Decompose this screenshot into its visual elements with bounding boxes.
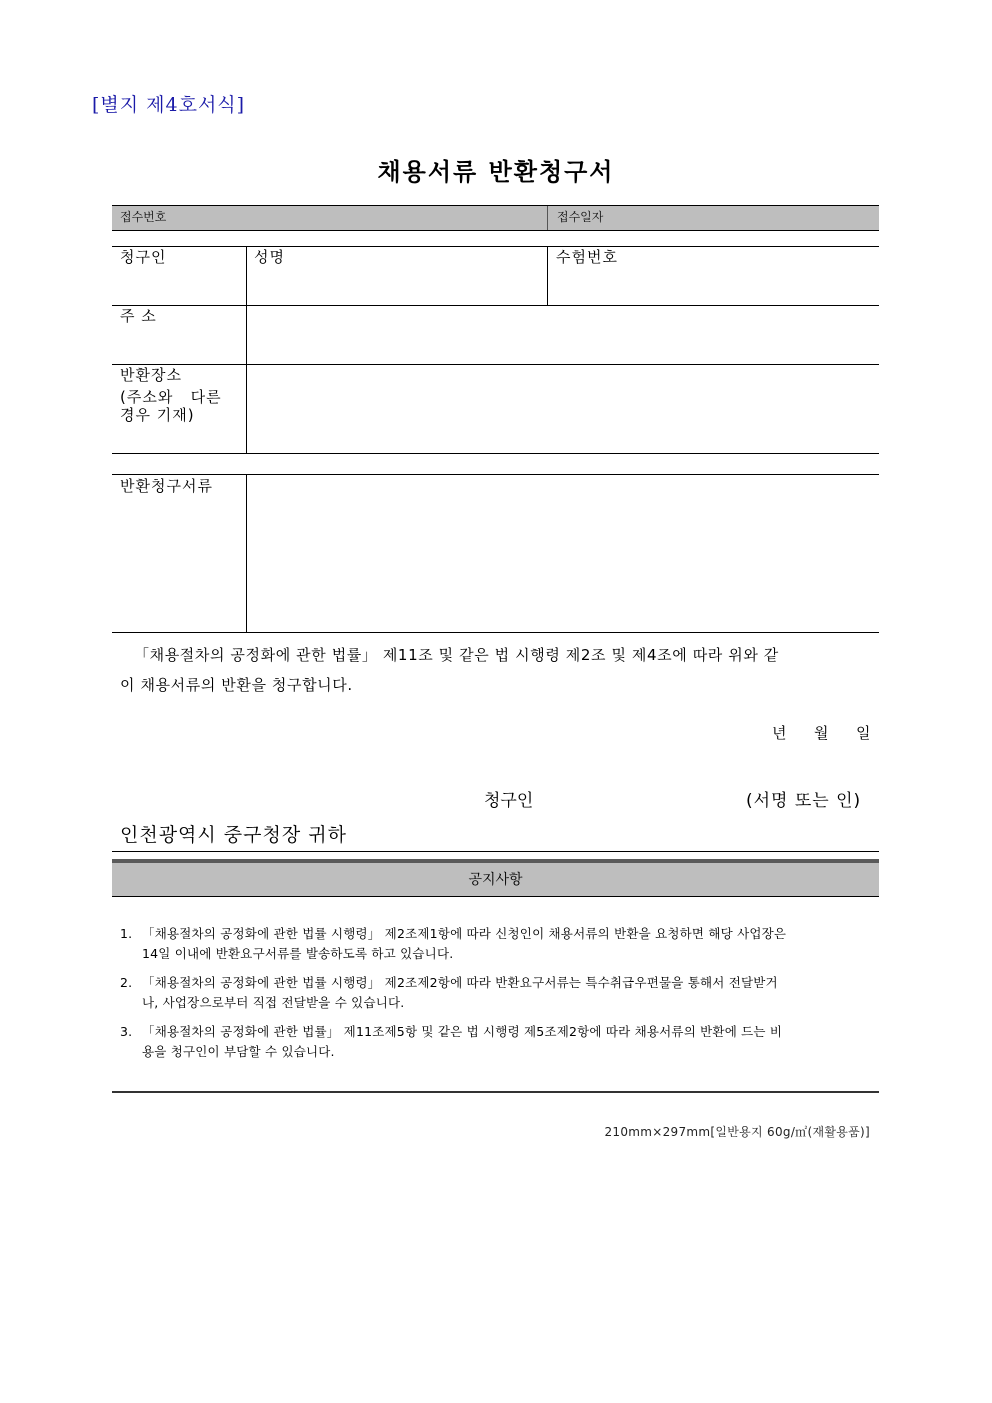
page-title: 채용서류 반환청구서 [377, 158, 615, 186]
paper-spec: 210mm×297mm[일반용지 60g/㎡(재활용품)] [604, 1125, 870, 1139]
addressee: 인천광역시 중구청장 귀하 [120, 824, 347, 846]
documents-table-bottom [112, 632, 879, 633]
return-place-field[interactable] [247, 365, 879, 453]
claimant-label: 청구인 [120, 248, 167, 266]
return-documents-field[interactable] [247, 475, 879, 632]
notice-list [118, 924, 870, 1071]
address-field[interactable] [247, 306, 879, 364]
table-bottom-border [112, 453, 879, 454]
name-exam-divider [547, 246, 548, 305]
address-label: 주 소 [120, 307, 157, 325]
addressee-divider [112, 851, 879, 852]
notice-item [118, 924, 870, 964]
exam-number-field[interactable]: 수험번호 [556, 248, 618, 266]
signature-note[interactable]: (서명 또는 인) [746, 791, 862, 811]
receipt-date-label: 접수일자 [557, 210, 604, 224]
declaration-line2: 이 채용서류의 반환을 청구합니다. [120, 676, 353, 694]
notice-item-number: 2. [120, 975, 133, 990]
notice-item [118, 1022, 870, 1062]
declaration-line1: 「채용절차의 공정화에 관한 법률」 제11조 및 같은 법 시행령 제2조 및 제4조에 따라 위와 같 [134, 646, 779, 664]
return-documents-label: 반환청구서류 [120, 477, 213, 495]
notice-bottom-border [112, 1091, 879, 1093]
year-label: 년 [772, 724, 787, 742]
notice-item-line2: 14일 이내에 반환요구서류를 발송하도록 하고 있습니다. [142, 946, 454, 961]
notice-item-line1: 「채용절차의 공정화에 관한 법률 시행령」 제2조제2항에 따라 반환요구서류는 특수취급우편물을 통해서 전달받거 [142, 975, 778, 990]
claimant-sign-label: 청구인 [484, 791, 534, 811]
notice-item-line1: 「채용절차의 공정화에 관한 법률」 제11조제5항 및 같은 법 시행령 제5조제2항에 따라 채용서류의 반환에 드는 비 [142, 1024, 783, 1039]
notice-item-number: 3. [120, 1024, 133, 1039]
notice-item-number: 1. [120, 926, 133, 941]
notice-item-line2: 용을 청구인이 부담할 수 있습니다. [142, 1044, 335, 1059]
receipt-divider [547, 206, 548, 230]
form-number: [별지 제4호서식] [92, 94, 246, 116]
receipt-number-label: 접수번호 [120, 210, 167, 224]
return-place-note-line1: (주소와 다른 [120, 388, 222, 406]
return-place-label: 반환장소 [120, 366, 182, 384]
notice-item-line2: 나, 사업장으로부터 직접 전달받을 수 있습니다. [142, 995, 405, 1010]
name-field[interactable]: 성명 [254, 248, 285, 266]
declaration-text [120, 640, 872, 700]
day-label: 일 [856, 724, 871, 742]
notice-item [118, 973, 870, 1013]
return-place-note-line2: 경우 기재) [120, 406, 195, 424]
month-label: 월 [814, 724, 829, 742]
receipt-band [112, 205, 879, 231]
notice-item-line1: 「채용절차의 공정화에 관한 법률 시행령」 제2조제1항에 따라 신청인이 채용서류의 반환을 요청하면 해당 사업장은 [142, 926, 787, 941]
table-top-border [112, 246, 879, 247]
notice-heading: 공지사항 [112, 859, 879, 897]
